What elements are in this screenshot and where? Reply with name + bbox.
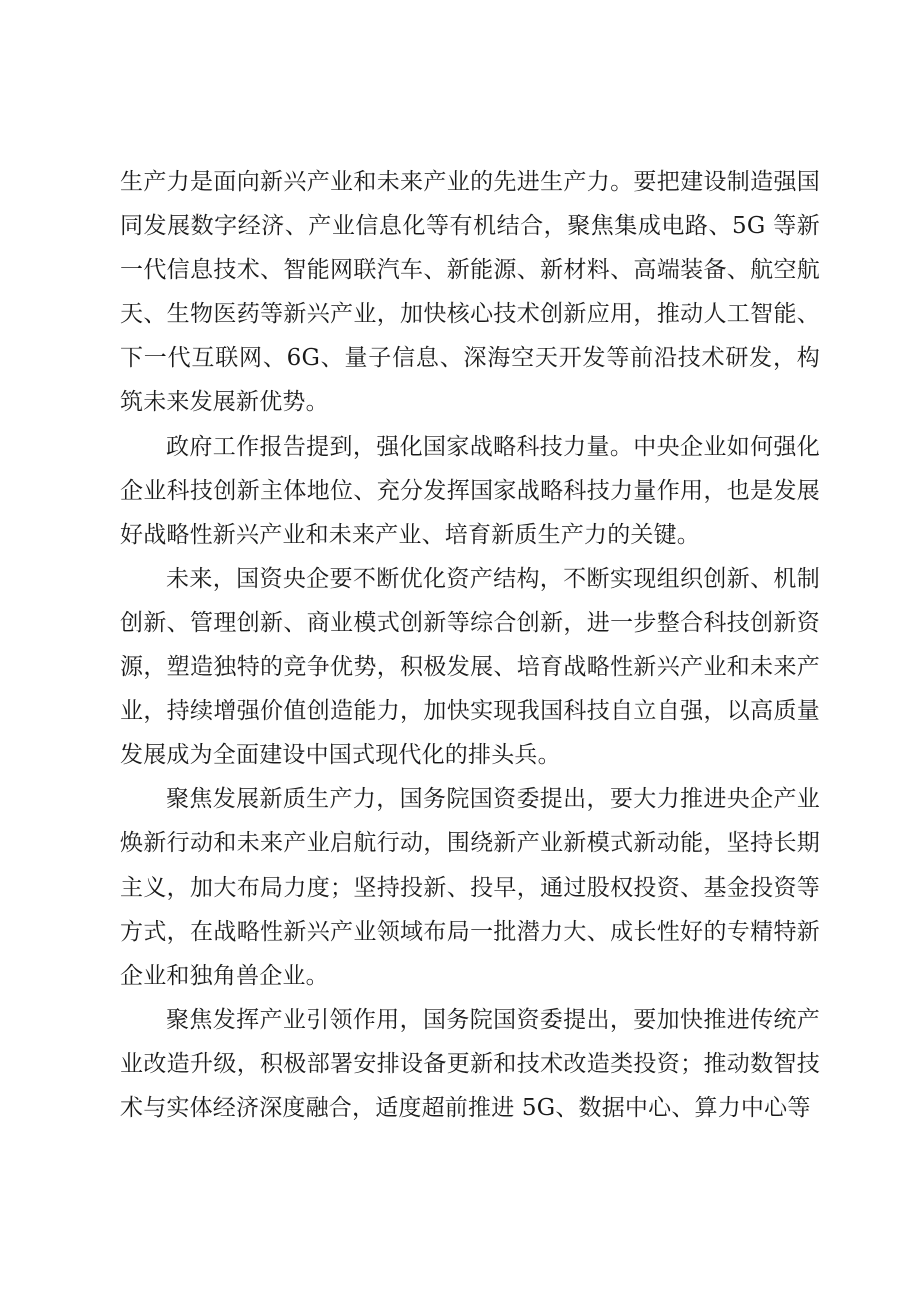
paragraph-3: 未来，国资央企要不断优化资产结构，不断实现组织创新、机制创新、管理创新、商业模式创新等综合创新，进一步整合科技创新资源，塑造独特的竞争优势，积极发展、培育战略性新兴产业和未来产业，持续增强价值创造能力，加快实现我国科技自立自强，以高质量发展成为全面建设中国式现代化的排头兵。 xyxy=(120,565,820,769)
paragraph-2: 政府工作报告提到，强化国家战略科技力量。中央企业如何强化企业科技创新主体地位、充分发挥国家战略科技力量作用，也是发展好战略性新兴产业和未来产业、培育新质生产力的关键。 xyxy=(120,433,820,548)
paragraph-4: 聚焦发展新质生产力，国务院国资委提出，要大力推进央企产业焕新行动和未来产业启航行动，围绕新产业新模式新动能，坚持长期主义，加大布局力度；坚持投新、投早，通过股权投资、基金投资等方式，在战略性新兴产业领域布局一批潜力大、成长性好的专精特新企业和独角兽企业。 xyxy=(120,786,820,989)
paragraph-continued: 生产力是面向新兴产业和未来产业的先进生产力。要把建设制造强国同发展数字经济、产业信息化等有机结合，聚焦集成电路、5G 等新一代信息技术、智能网联汽车、新能源、新材料、高端装备、航空航天、生物医药等新兴产业，加快核心技术创新应用，推动人工智能、下一代互联网、6G、量子信息、深海空天开发等前沿技术研发，构筑未来发展新优势。 xyxy=(120,169,820,416)
paragraph-5: 聚焦发挥产业引领作用，国务院国资委提出，要加快推进传统产业改造升级，积极部署安排设备更新和技术改造类投资；推动数智技术与实体经济深度融合，适度超前推进 5G、数据中心、算力中心等 xyxy=(120,1006,820,1121)
document-body xyxy=(120,160,820,1130)
